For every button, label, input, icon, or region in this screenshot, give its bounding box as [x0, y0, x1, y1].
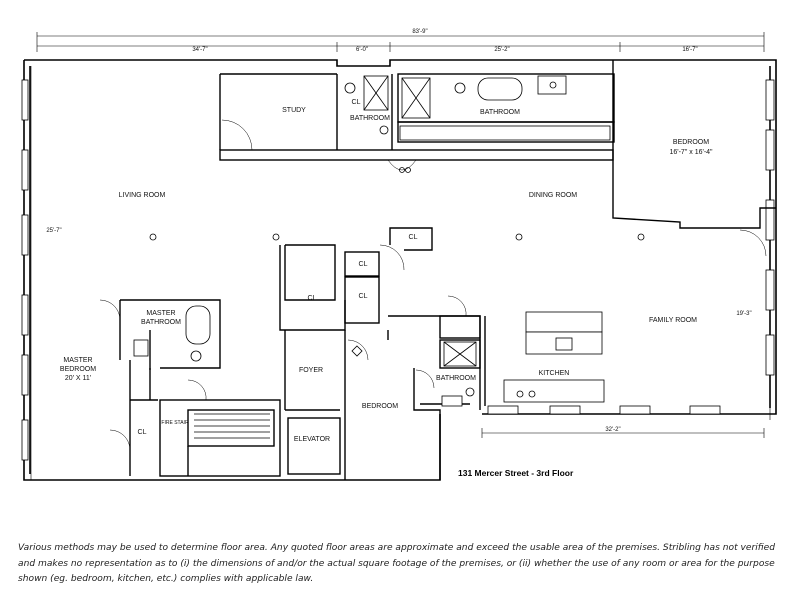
- label-elevator: ELEVATOR: [293, 436, 331, 443]
- dim-west-width: 34'-7": [192, 47, 208, 53]
- label-dining-room: DINING ROOM: [528, 192, 578, 199]
- label-bedroom-ne-size: 16'-7" x 16'-4": [669, 149, 713, 156]
- label-closet-4: CL: [307, 295, 317, 302]
- label-master-bedroom-1: MASTER: [63, 357, 93, 364]
- dim-east-depth: 19'-3": [736, 311, 752, 317]
- label-master-bedroom-size: 20' X 11': [64, 375, 92, 382]
- label-foyer: FOYER: [298, 367, 324, 374]
- label-bathroom-center: BATHROOM: [436, 375, 476, 382]
- label-master-bedroom-2: BEDROOM: [59, 366, 97, 373]
- dim-west-depth: 25'-7": [46, 228, 62, 234]
- label-closet-6: CL: [137, 429, 147, 436]
- dim-east-width: 16'-7": [682, 47, 698, 53]
- label-bedroom-center: BEDROOM: [361, 403, 399, 410]
- label-bedroom-ne: BEDROOM: [672, 139, 710, 146]
- label-closet-3: CL: [358, 261, 368, 268]
- label-kitchen: KITCHEN: [538, 370, 570, 377]
- label-closet-1: CL: [351, 99, 361, 106]
- exterior-walls: [24, 60, 776, 480]
- dim-mid-width: 6'-0": [356, 47, 368, 53]
- label-bathroom-top: BATHROOM: [480, 109, 520, 116]
- disclaimer-text: Various methods may be used to determine floor area. Any quoted floor areas are approximate and exceed the usable area of the premises. Stribling has not verified and makes no representation as to (i) the dimensions of and/or the actual square footage of the premises, or (ii) whether the use of any room or area for the purpose shown (eg. bedroom, kitchen, etc.) complies with applicable law.: [18, 543, 776, 584]
- label-bathroom-top-left: BATHROOM: [350, 115, 390, 122]
- dim-bath-width: 25'-2": [494, 47, 510, 53]
- fixtures: [134, 76, 644, 438]
- dim-kitchen-width: 32'-2": [605, 427, 621, 433]
- label-closet-2: CL: [408, 234, 418, 241]
- label-closet-5: CL: [358, 293, 368, 300]
- label-fire-stair: FIRE STAIR: [161, 420, 189, 426]
- dimension-labels: [46, 29, 751, 433]
- interior-walls: [120, 60, 776, 480]
- plan-caption: 131 Mercer Street - 3rd Floor: [458, 468, 574, 478]
- label-master-bathroom-2: BATHROOM: [141, 319, 181, 326]
- label-family-room: FAMILY ROOM: [649, 317, 697, 324]
- label-living-room: LIVING ROOM: [118, 192, 166, 199]
- dim-overall-width: 83'-9": [412, 29, 428, 35]
- label-study: STUDY: [282, 107, 306, 114]
- label-master-bathroom-1: MASTER: [146, 310, 176, 317]
